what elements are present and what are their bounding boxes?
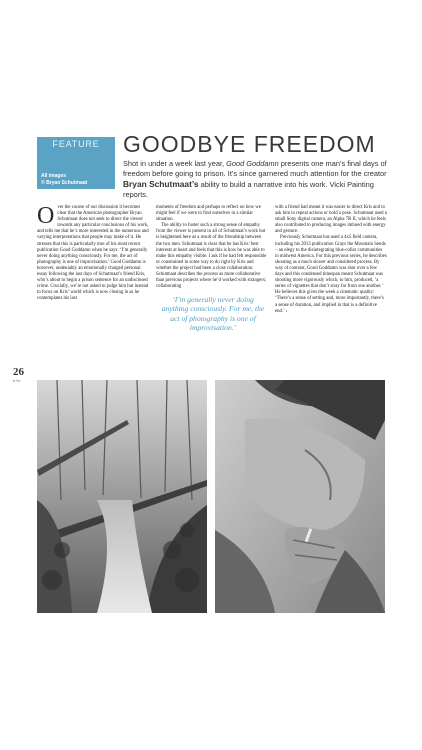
standfirst bbox=[123, 159, 391, 200]
article-paragraph: with a friend had meant it was easier to direct Kris and to ask him to repeat actions or hold a pose. Schutmaat used a small Sony digital camera, an Alpha 7R II, which he feels also contributed to producing images imbued with energy and gesture. bbox=[275, 205, 387, 235]
page-number: 26 bbox=[13, 366, 24, 378]
article-column-1 bbox=[37, 205, 149, 303]
section-label: FEATURE bbox=[52, 139, 100, 149]
article-paragraph bbox=[37, 205, 149, 303]
standfirst-part-1: Shot in under a week last year, bbox=[123, 159, 227, 168]
article-paragraph: Previously Schutmaat has used a 4x5 field camera, including his 2013 publication Grays the Mountain Sends – an elegy to the disintegrating blue-collar communities in midwest America. For this previous series, he describes shooting as a much slower and considered process. By way of contrast, Good Goddamn was shot over a few days and this condensed timespan meant Schutmaat was shooting more vigorously which, to him, produced, ‘a series of vignettes that don’t stray far from one another.’ He believes this gives the week a cinematic quality: ‘There’s a sense of setting and, more importantly, there’s a sense of duration, and implied in that is a definitive end.’ › bbox=[275, 235, 387, 314]
article-paragraph: moments of freedom and perhaps to reflect on how we might feel if we were to find ourselves in a similar situation. bbox=[156, 205, 261, 223]
feature-label-box bbox=[37, 137, 115, 189]
creek-woods-image bbox=[37, 380, 207, 613]
magazine-tag: b+w bbox=[13, 378, 21, 383]
article-title: GOODBYE FREEDOM bbox=[123, 131, 376, 157]
article-paragraph: The ability to foster such a strong sense of empathy from the viewer is present in all of Schutmaat’s work but is heightened here as a result of the friendship between the two men. Schutmaat is clear that he has Kris’ best interests at heart and feels that this is how he was able to make this empathy visible. I ask if he had felt responsible or constrained in some way to do right by Kris and whether the project had been a close collaboration. Schutmaat describes the process as more collaborative than previous projects where he’d worked with strangers; collaborating bbox=[156, 223, 267, 290]
man-portrait-image bbox=[215, 380, 385, 613]
image-credit-line-1: All images bbox=[41, 173, 67, 179]
standfirst-part-2: presents one man’s final days of freedom before going to prison. It’s since garnered much attention for the creator bbox=[123, 159, 387, 178]
drop-cap: O bbox=[37, 203, 55, 229]
article-column-3 bbox=[275, 205, 387, 315]
paragraph-text: ver the course of our discussion it becomes clear that the American photographer Bryan Schutmaat does not seek to direct the viewer towards any particular conclusions of his work, and tells me that he’s more interested in the numerous and varying interpretations that people may make of it. He stresses that this is particularly true of his most recent publication Good Goddamn when he says: ‘I’m generally never doing anything consciously. For me, the act of photography is one of improvisation.’ Good Goddamn is however, undeniably an emotionally charged personal essay following the last days of Schutmaat’s friend Kris, who’s about to begin a prison sentence for an undisclosed crime. Crucially, we’re not asked to judge him but instead to focus on Kris’ world which is now closing in as he contemplates his last bbox=[37, 205, 149, 302]
image-credit-line-2: © Bryan Schutmaat bbox=[41, 180, 88, 186]
photo-creek-woods bbox=[37, 380, 207, 613]
standfirst-part-3: ability to build a narrative into his work. Vicki Painting reports. bbox=[123, 180, 374, 199]
pull-quote: ‘I’m generally never doing anything consciously. For me, the act of photography is one of improvisation.’ bbox=[161, 295, 265, 333]
standfirst-italic-title: Good Goddamn bbox=[226, 159, 279, 168]
photo-man-portrait bbox=[215, 380, 385, 613]
standfirst-photographer-name: Bryan Schutmaat’s bbox=[123, 179, 199, 189]
article-column-2 bbox=[156, 205, 268, 290]
